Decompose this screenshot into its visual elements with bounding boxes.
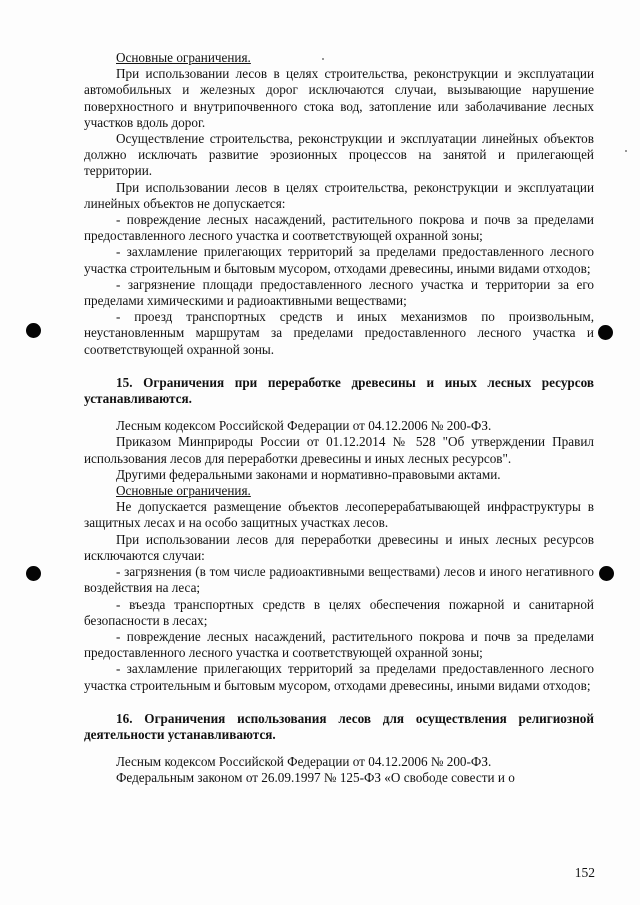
section-heading-15: 15. Ограничения при переработке древесины и иных лесных ресурсов устанавливаются. <box>84 374 594 407</box>
paragraph: Приказом Минприроды России от 01.12.2014 № 528 "Об утверждении Правил использования лесов для переработки древесины и иных лесных ресурсов". <box>84 434 594 466</box>
list-item: - проезд транспортных средств и иных механизмов по произвольным, неустановленным маршрутам за пределами предоставленного лесного участка и соответствующей охранной зоны. <box>84 309 594 357</box>
section-15 <box>84 375 594 694</box>
punch-hole-left-lower <box>26 566 41 581</box>
scan-speck <box>625 150 627 152</box>
paragraph: При использовании лесов для переработки древесины и иных лесных ресурсов исключаются случаи: <box>84 531 594 563</box>
list-item: - повреждение лесных насаждений, растительного покрова и почв за пределами предоставленного лесного участка и соответствующей охранной зоны; <box>84 628 594 661</box>
list-item: - повреждение лесных насаждений, растительного покрова и почв за пределами предоставленного лесного участка и соответствующей охранной зоны; <box>84 212 594 244</box>
paragraph: Лесным кодексом Российской Федерации от 04.12.2006 № 200-ФЗ. <box>116 754 492 770</box>
paragraph: Другими федеральными законами и нормативно-правовыми актами. <box>116 466 501 482</box>
list-item: - въезда транспортных средств в целях обеспечения пожарной и санитарной безопасности в лесах; <box>84 596 594 628</box>
paragraph: Лесным кодексом Российской Федерации от 04.12.2006 № 200-ФЗ. <box>116 418 492 434</box>
page-number: 152 <box>574 865 595 880</box>
list-item: - захламление прилегающих территорий за пределами предоставленного лесного участка строительным и бытовым мусором, отходами древесины, иными видами отходов; <box>84 244 594 276</box>
text-column <box>84 50 594 787</box>
subheading-basic-restrictions: Основные ограничения. <box>116 483 251 499</box>
paragraph: Федеральным законом от 26.09.1997 № 125-ФЗ «О свободе совести и о <box>116 770 515 786</box>
paragraph: Осуществление строительства, реконструкции и эксплуатации линейных объектов должно исключать развитие эрозионных процессов на занятой и прилегающей территории. <box>84 131 594 179</box>
top-section <box>84 50 594 358</box>
punch-hole-right-upper <box>598 325 613 340</box>
section-16 <box>84 711 594 787</box>
list-item: - загрязнение площади предоставленного лесного участка и территории за его пределами химическими и радиоактивными веществами; <box>84 276 594 309</box>
punch-hole-left-upper <box>26 323 41 338</box>
paragraph: Не допускается размещение объектов лесоперерабатывающей инфраструктуры в защитных лесах и на особо защитных участках лесов. <box>84 499 594 531</box>
section-heading-16: 16. Ограничения использования лесов для осуществления религиозной деятельности устанавливаются. <box>84 710 594 742</box>
subheading-basic-restrictions: Основные ограничения. <box>116 50 251 65</box>
paragraph: При использовании лесов в целях строительства, реконструкции и эксплуатации автомобильных и железных дорог исключаются случаи, вызывающие нарушение поверхностного и внутрипочвенного стока вод, затопление или заболачивание лесных участков вдоль дорог. <box>84 66 594 130</box>
list-item: - загрязнения (в том числе радиоактивными веществами) лесов и иного негативного воздействия на леса; <box>84 564 594 596</box>
punch-hole-right-lower <box>599 566 614 581</box>
list-item: - захламление прилегающих территорий за пределами предоставленного лесного участка строительным и бытовым мусором, отходами древесины, иными видами отходов; <box>84 661 594 693</box>
paragraph: При использовании лесов в целях строительства, реконструкции и эксплуатации линейных объектов не допускается: <box>84 179 594 211</box>
